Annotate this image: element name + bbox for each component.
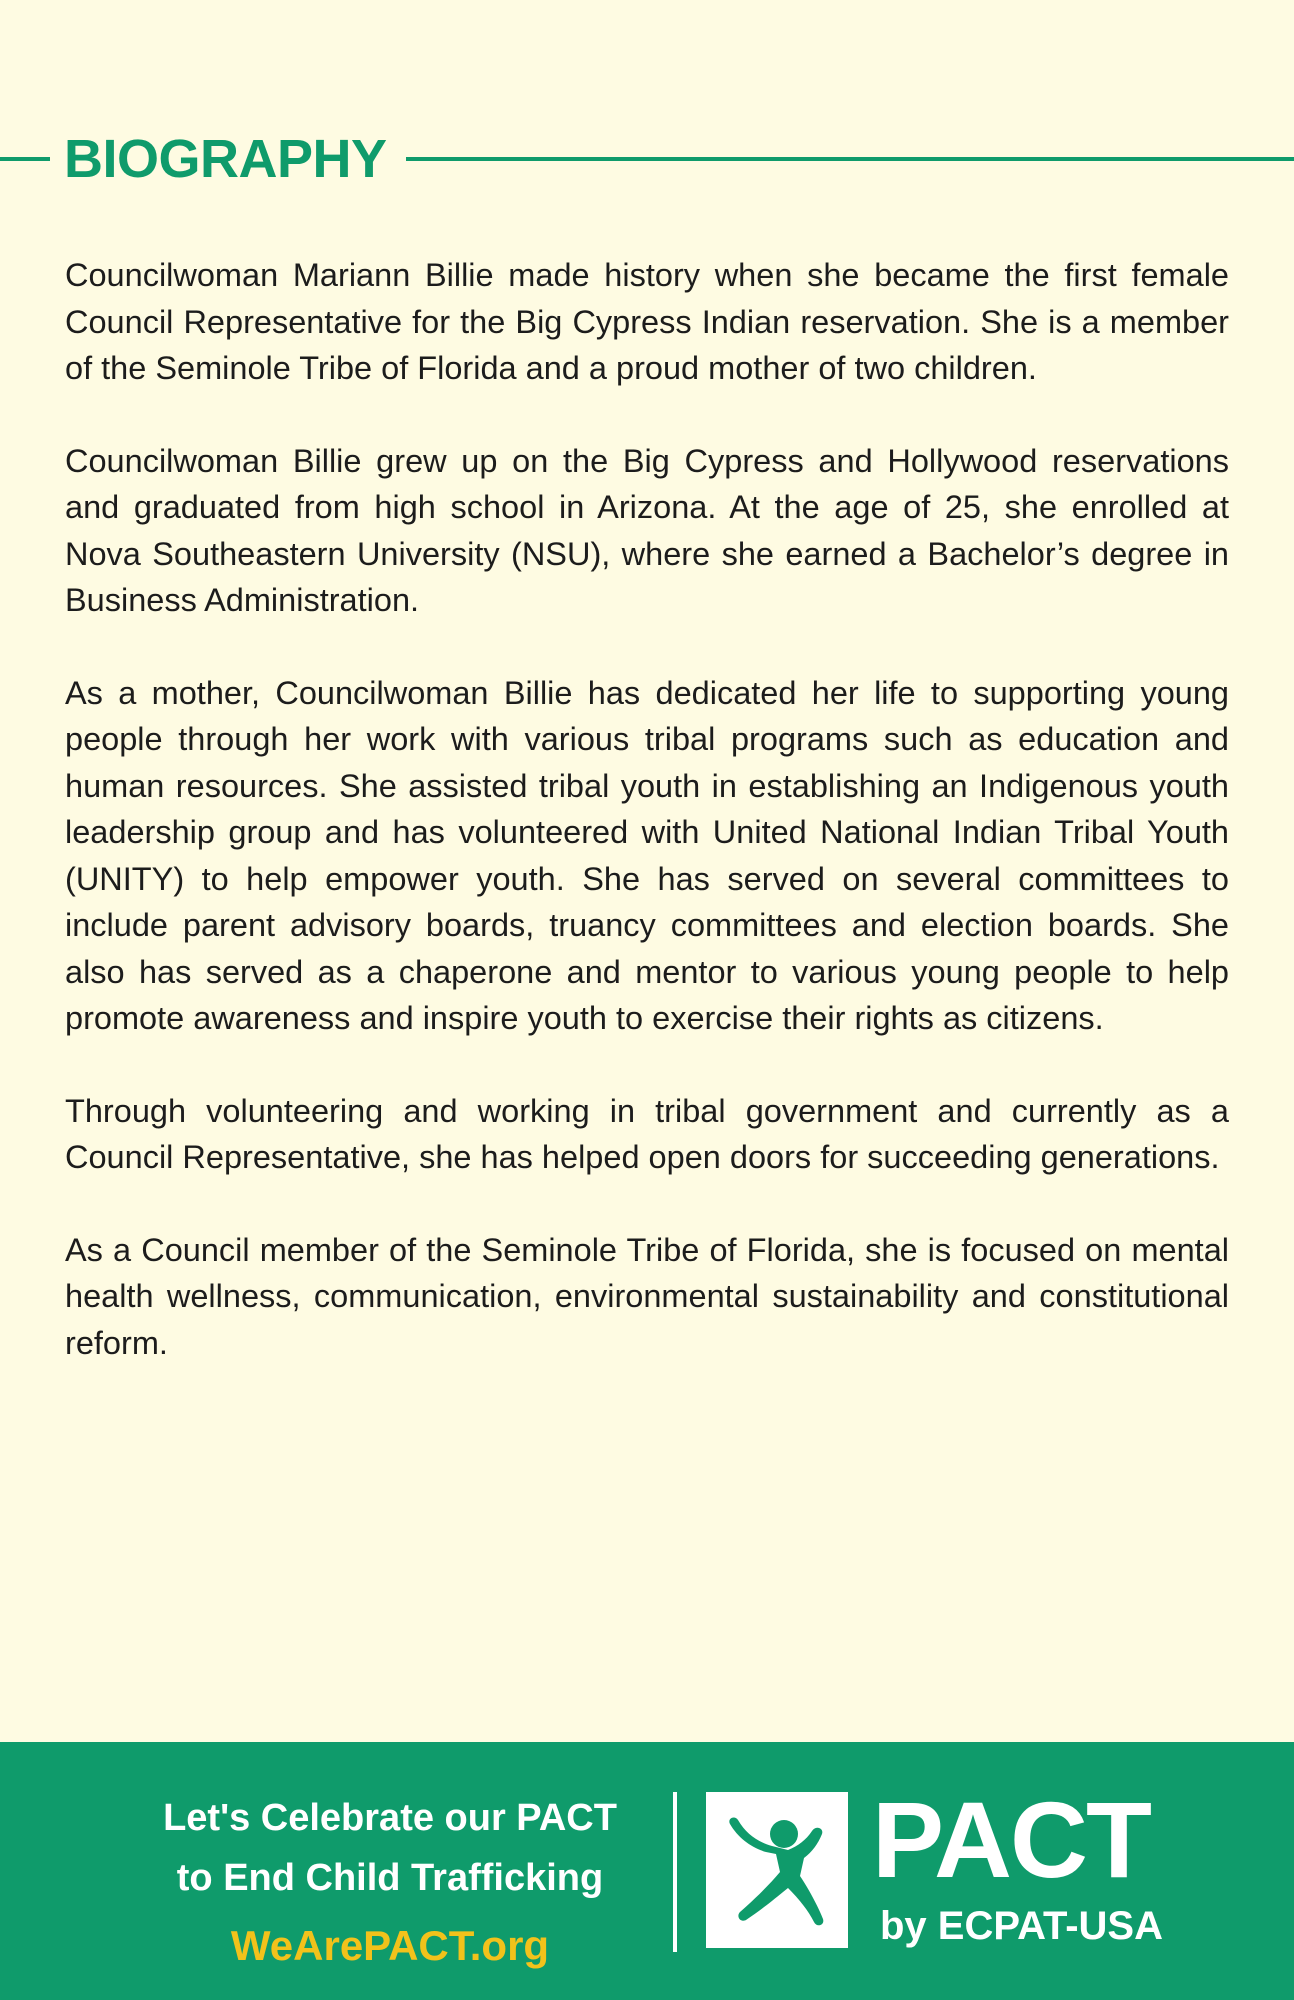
section-heading [0, 124, 1294, 194]
biography-body [65, 252, 1229, 1412]
pact-figure-icon [706, 1792, 848, 1948]
tagline-line-2: to End Child Trafficking [176, 1857, 604, 1899]
tagline-line-1: Let's Celebrate our PACT [163, 1797, 617, 1839]
footer-divider [673, 1792, 677, 1952]
bio-paragraph-4: Through volunteering and working in tribal government and currently as a Council Representative, she has helped open doors for succeeding generations. [65, 1092, 1229, 1175]
footer-banner [0, 1742, 1294, 2000]
bio-paragraph-1: Councilwoman Mariann Billie made history when she became the first female Council Representative for the Big Cypress Indian reservation. She is a member of the Seminole Tribe of Florida and a proud mother of two children. [65, 257, 1229, 386]
pact-logo [706, 1792, 848, 1948]
website-link[interactable]: WeArePACT.org [230, 1922, 550, 1969]
page-title: BIOGRAPHY [64, 129, 387, 189]
bio-paragraph-5: As a Council member of the Seminole Tribe of Florida, she is focused on mental health wellness, communication, environmental sustainability and constitutional reform. [65, 1231, 1229, 1361]
heading-rule-right [406, 157, 1294, 161]
footer-tagline [80, 1788, 700, 1974]
brand-subtitle: by ECPAT-USA [880, 1904, 1163, 1948]
brand-name: PACT [872, 1779, 1150, 1900]
bio-paragraph-2: Councilwoman Billie grew up on the Big Cypress and Hollywood reservations and graduated from high school in Arizona. At the age of 25, she enrolled at Nova Southeastern University (NSU), where she earned a Bachelor’s degree in Business Administration. [65, 442, 1229, 618]
heading-rule-left [0, 157, 50, 161]
bio-paragraph-3: As a mother, Councilwoman Billie has dedicated her life to supporting young people through her work with various tribal programs such as education and human resources. She assisted tribal youth in establishing an Indigenous youth leadership group and has volunteered with United National Indian Tribal Youth (UNITY) to help empower youth. She has served on several committees to include parent advisory boards, truancy committees and election boards. She also has served as a chaperone and mentor to various young people to help promote awareness and inspire youth to exercise their rights as citizens. [65, 674, 1229, 1036]
